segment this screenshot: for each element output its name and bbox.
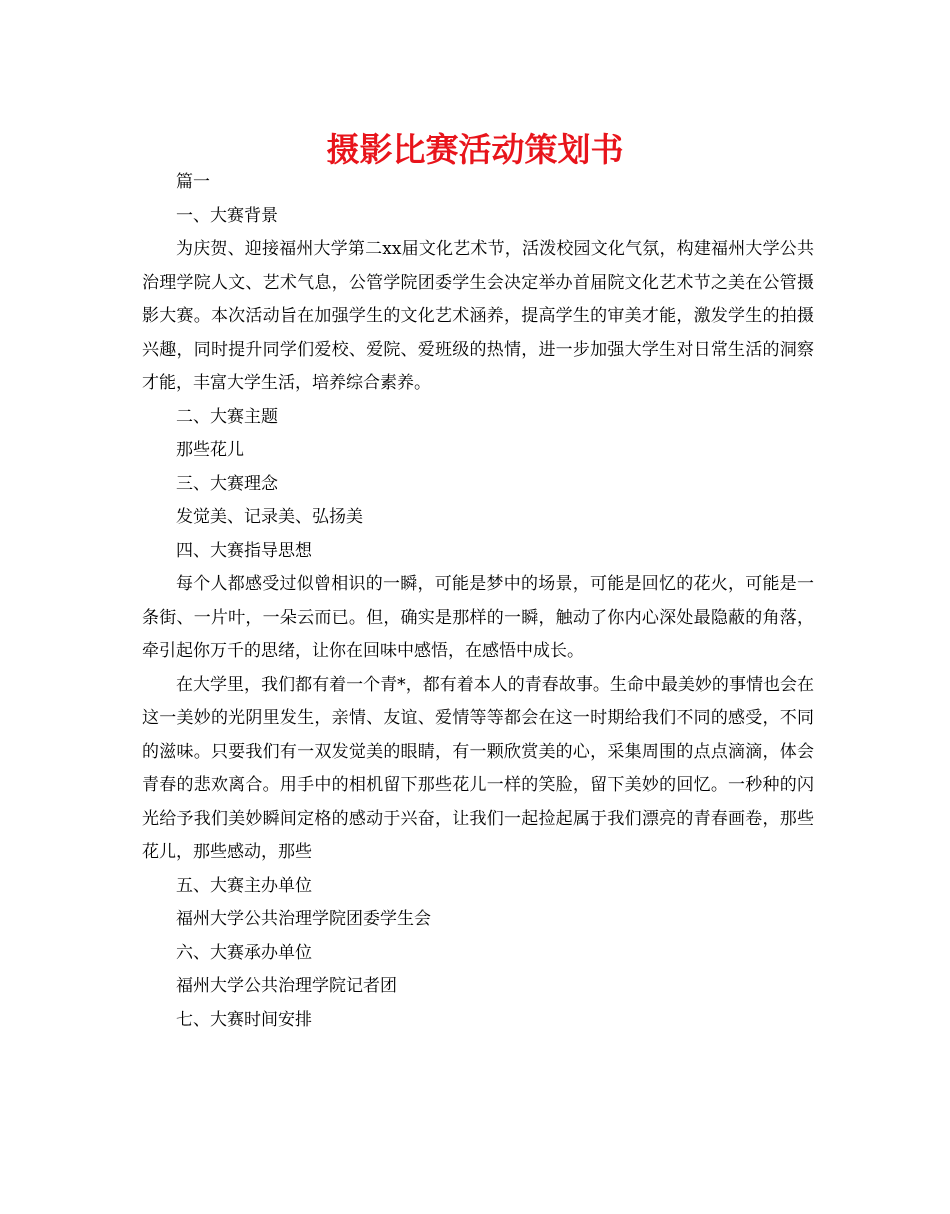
document-title: 摄影比赛活动策划书 <box>326 130 624 169</box>
paragraph-theme: 那些花儿 <box>176 440 244 460</box>
paragraph-background: 为庆贺、迎接福州大学第二xx届文化艺术节，活泼校园文化气氛，构建福州大学公共治理学院人文、艺术气息，公管学院团委学生会决定举办首届院文化艺术节之美在公管摄影大赛。本次活动旨在加强学生的文化艺术涵养，提高学生的审美才能，激发学生的拍摄兴趣，同时提升同学们爱校、爱院、爱班级的热情，进一步加强大学生对日常生活的洞察才能，丰富大学生活，培养综合素养。 <box>142 239 814 393</box>
heading-background: 一、大赛背景 <box>176 205 278 226</box>
paragraph-guiding-idea-1: 每个人都感受过似曾相识的一瞬，可能是梦中的场景，可能是回忆的花火，可能是一条街、一片叶，一朵云而已。但，确实是那样的一瞬，触动了你内心深处最隐蔽的角落，牵引起你万千的思绪，让你在回味中感悟，在感悟中成长。 <box>142 574 814 661</box>
heading-theme: 二、大赛主题 <box>176 406 278 427</box>
heading-undertaker: 六、大赛承办单位 <box>176 942 312 963</box>
paragraph-organizer: 福州大学公共治理学院团委学生会 <box>176 909 431 929</box>
paragraph-undertaker: 福州大学公共治理学院记者团 <box>176 976 397 996</box>
section-label-part-one: 篇一 <box>176 172 210 192</box>
heading-schedule: 七、大赛时间安排 <box>176 1009 312 1030</box>
paragraph-guiding-idea-2: 在大学里，我们都有着一个青*，都有着本人的青春故事。生命中最美妙的事情也会在这一美妙的光阴里发生，亲情、友谊、爱情等等都会在这一时期给我们不同的感受，不同的滋味。只要我们有一双发觉美的眼睛，有一颗欣赏美的心，采集周围的点点滴滴，体会青春的悲欢离合。用手中的相机留下那些花儿一样的笑脸，留下美妙的回忆。一秒种的闪光给予我们美妙瞬间定格的感动于兴奋，让我们一起捡起属于我们漂亮的青春画卷，那些花儿，那些感动，那些 <box>142 674 814 862</box>
document-body <box>142 166 814 1037</box>
heading-organizer: 五、大赛主办单位 <box>176 875 312 896</box>
heading-guiding-idea: 四、大赛指导思想 <box>176 540 312 561</box>
paragraph-concept: 发觉美、记录美、弘扬美 <box>176 507 363 527</box>
heading-concept: 三、大赛理念 <box>176 473 278 494</box>
